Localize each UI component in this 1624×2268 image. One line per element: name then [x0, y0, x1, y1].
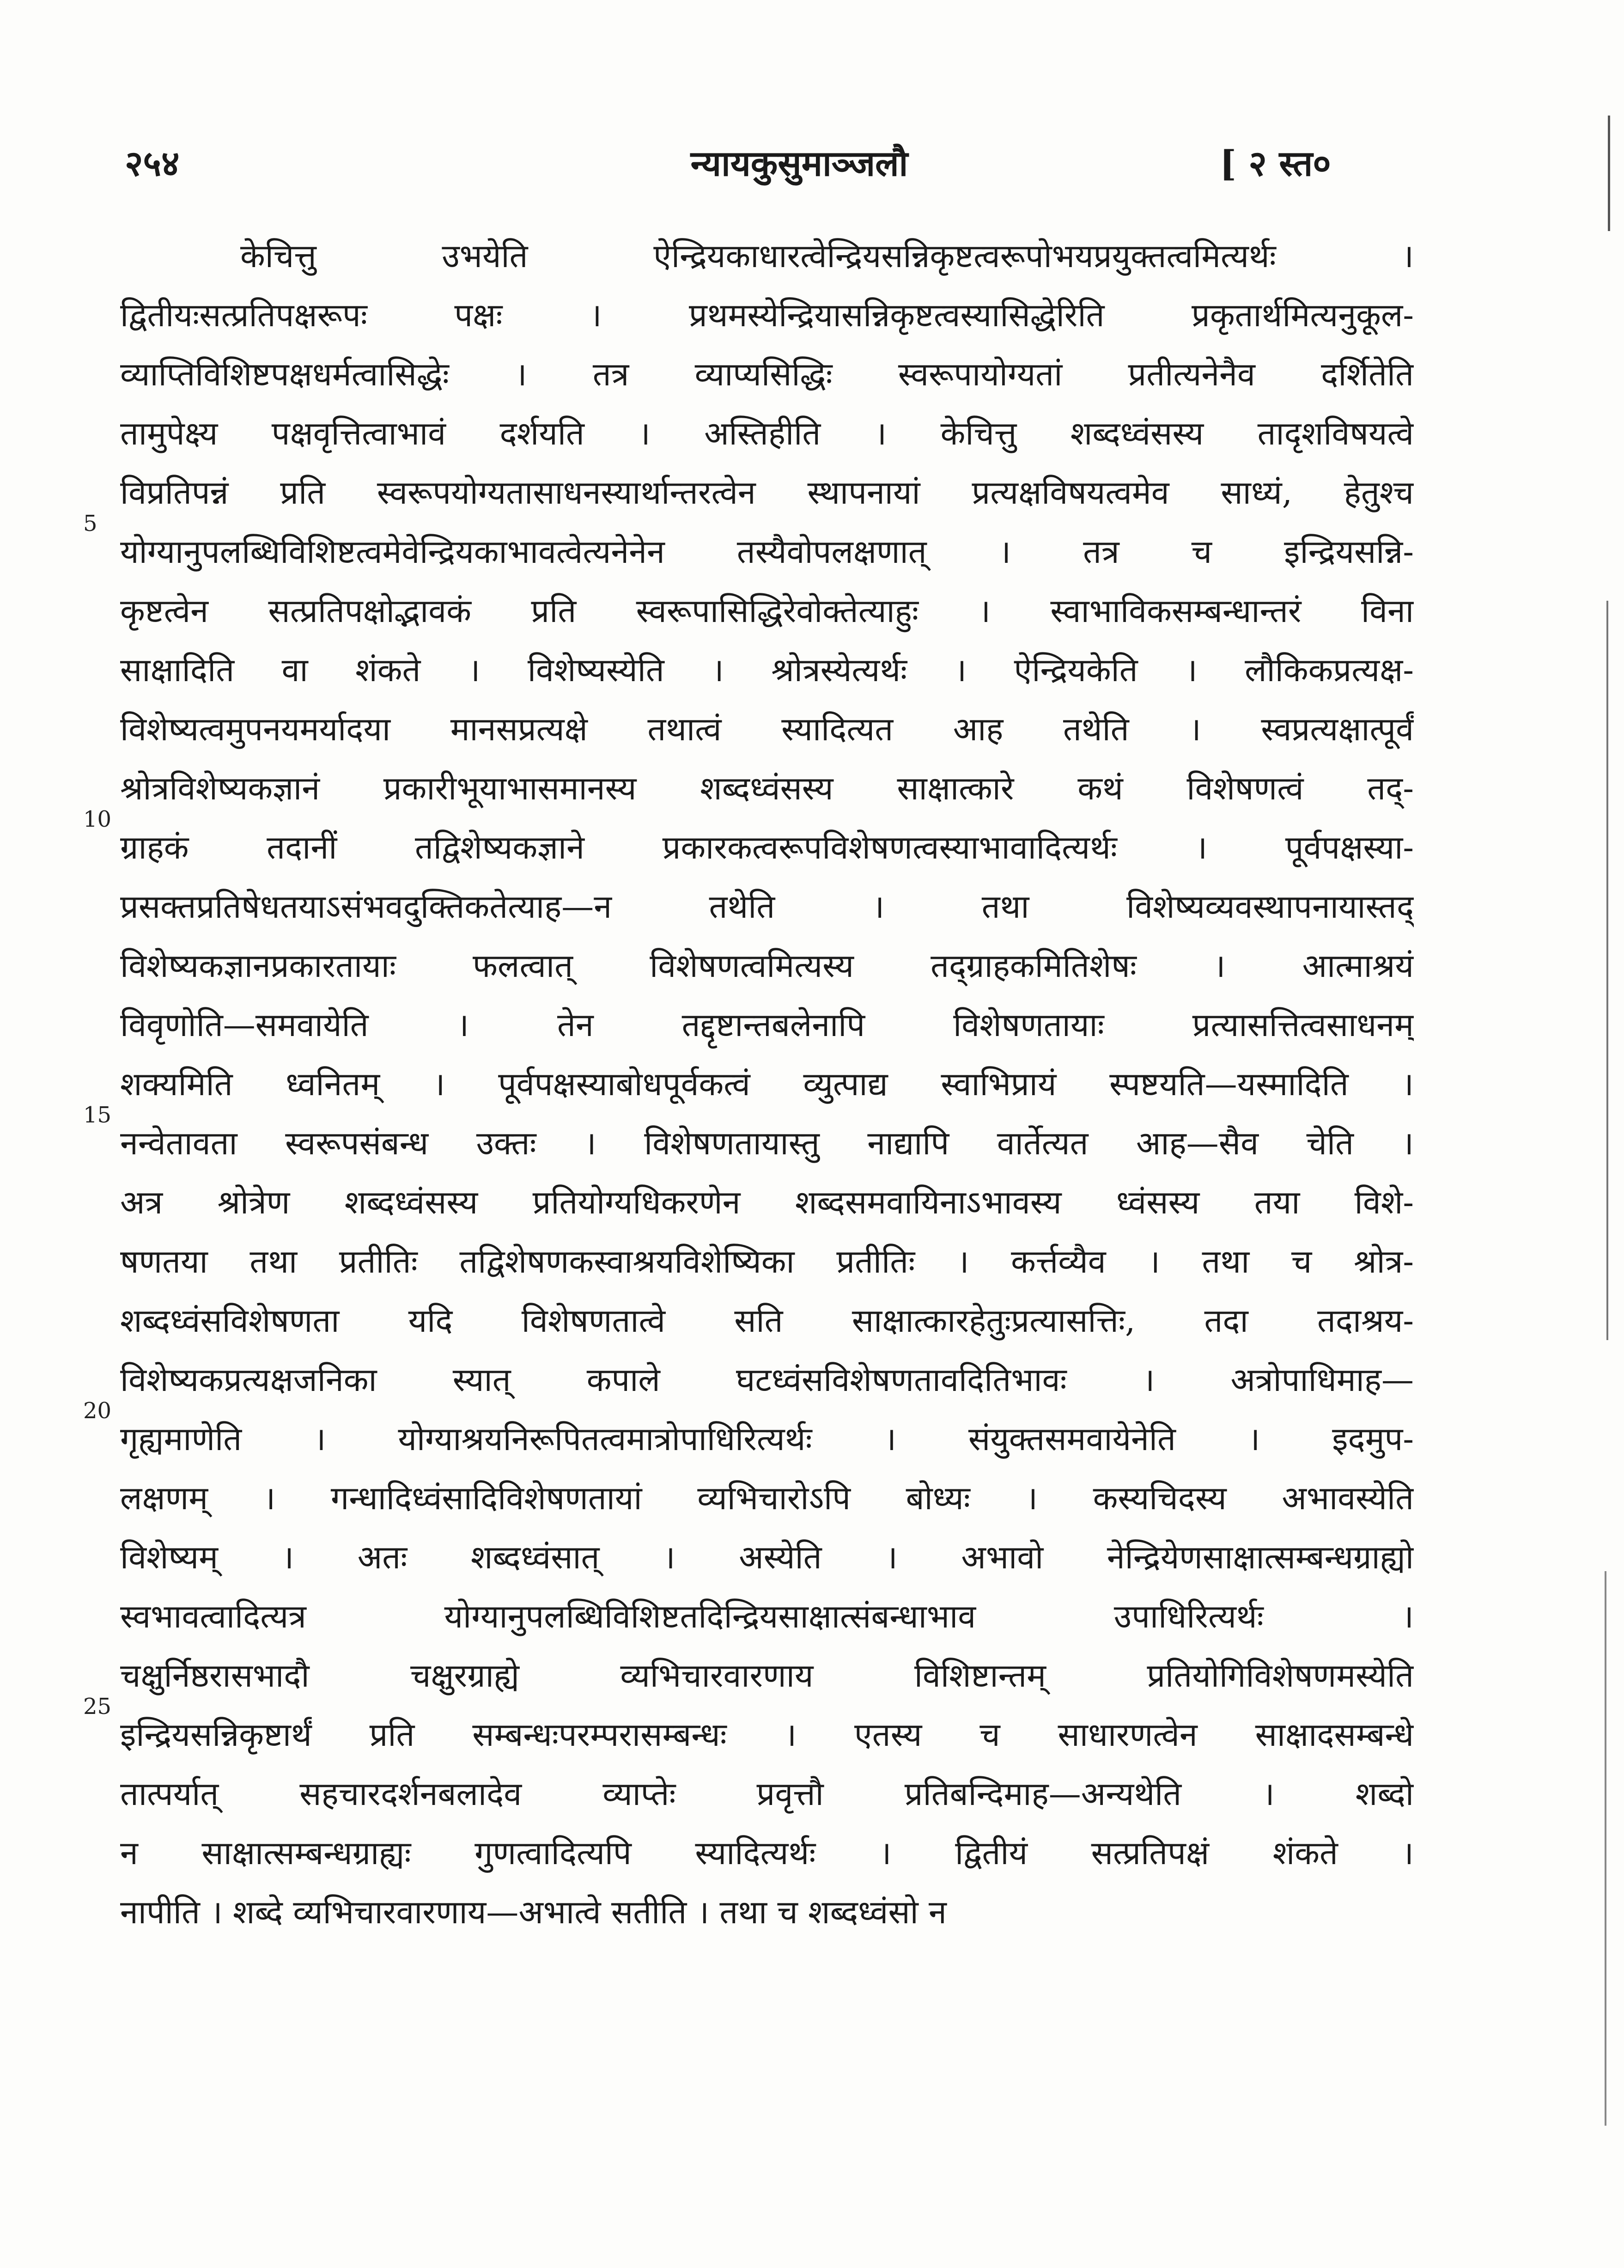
text-line: ग्राहकं तदानीं तद्विशेष्यकज्ञाने प्रकारकत्वरूपविशेषणत्वस्याभावादित्यर्थः । पूर्वपक्षस्या-	[120, 829, 1414, 866]
line-number-15: 15	[83, 1102, 112, 1128]
text-line: विशेष्यकप्रत्यक्षजनिका स्यात् कपाले घटध्वंसविशेषणतावदितिभावः । अत्रोपाधिमाह—	[120, 1361, 1414, 1399]
text-line: श्रोत्रविशेष्यकज्ञानं प्रकारीभूयाभासमानस्य शब्दध्वंसस्य साक्षात्कारे कथं विशेषणत्वं तद्-	[120, 769, 1414, 807]
text-line: तामुपेक्ष्य पक्षवृत्तित्वाभावं दर्शयति । अस्तिहीति । केचित्तु शब्दध्वंसस्य तादृशविषयत्वे	[120, 415, 1414, 452]
text-line: द्वितीयःसत्प्रतिपक्षरूपः पक्षः । प्रथमस्येन्द्रियासन्निकृष्टत्वस्यासिद्धेरिति प्रकृतार्थमित्यनुकूल-	[120, 296, 1414, 334]
binding-edge-mark	[1605, 1571, 1606, 2126]
section-marker: [ २ स्त०	[1220, 143, 1331, 184]
text-line: योग्यानुपलब्धिविशिष्टत्वमेवेन्द्रियकाभावत्वेत्यनेनेन तस्यैवोपलक्षणात् । तत्र च इन्द्रियसन्नि-	[120, 533, 1414, 571]
text-line: न साक्षात्सम्बन्धग्राह्यः गुणत्वादित्यपि स्यादित्यर्थः । द्वितीयं सत्प्रतिपक्षं शंकते ।	[120, 1834, 1414, 1872]
binding-edge-mark	[1608, 116, 1610, 231]
text-line: विशेष्यम् । अतः शब्दध्वंसात् । अस्येति । अभावो नेन्द्रियेणसाक्षात्सम्बन्धग्राह्यो	[120, 1538, 1414, 1576]
text-line: शक्यमिति ध्वनितम् । पूर्वपक्षस्याबोधपूर्वकत्वं व्युत्पाद्य स्वाभिप्रायं स्पष्टयति—यस्मादिति ।	[120, 1065, 1414, 1103]
text-line: कृष्टत्वेन सत्प्रतिपक्षोद्भावकं प्रति स्वरूपासिद्धिरेवोक्तेत्याहुः । स्वाभाविकसम्बन्धान्तरं विना	[120, 592, 1414, 630]
text-line: विवृणोति—समवायेति । तेन तद्दृष्टान्तबलेनापि विशेषणतायाः प्रत्यासत्तित्वसाधनम्	[120, 1006, 1414, 1044]
text-line: लक्षणम् । गन्धादिध्वंसादिविशेषणतायां व्यभिचारोऽपि बोध्यः । कस्यचिदस्य अभावस्येति	[120, 1479, 1414, 1517]
binding-edge-mark	[1606, 601, 1608, 1340]
text-line: व्याप्तिविशिष्टपक्षधर्मत्वासिद्धेः । तत्र व्याप्यसिद्धिः स्वरूपायोग्यतां प्रतीत्यनेनैव दर्शितेति	[120, 355, 1414, 393]
text-line: इन्द्रियसन्निकृष्टार्थं प्रति सम्बन्धःपरम्परासम्बन्धः । एतस्य च साधारणत्वेन साक्षादसम्बन्धे	[120, 1716, 1414, 1754]
text-line: स्वभावत्वादित्यत्र योग्यानुपलब्धिविशिष्टतदिन्द्रियसाक्षात्संबन्धाभाव उपाधिरित्यर्थः ।	[120, 1597, 1414, 1635]
text-line: चक्षुर्निष्ठरासभादौ चक्षुरग्राह्ये व्यभिचारवारणाय विशिष्टान्तम् प्रतियोगिविशेषणमस्येति	[120, 1657, 1414, 1695]
text-line: गृह्यमाणेति । योग्याश्रयनिरूपितत्वमात्रोपाधिरित्यर्थः । संयुक्तसमवायेनेति । इदमुप-	[120, 1420, 1414, 1458]
text-line: साक्षादिति वा शंकते । विशेष्यस्येति । श्रोत्रस्येत्यर्थः । ऐन्द्रियकेति । लौकिकप्रत्यक्ष-	[120, 651, 1414, 689]
text-line: नापीति । शब्दे व्यभिचारवारणाय—अभात्वे सतीति । तथा च शब्दध्वंसो न	[120, 1893, 947, 1931]
text-line: षणतया तथा प्रतीतिः तद्विशेषणकस्वाश्रयविशेष्यिका प्रतीतिः । कर्त्तव्यैव । तथा च श्रोत्र-	[120, 1243, 1414, 1280]
running-title: न्यायकुसुमाञ्जलौ	[690, 143, 908, 184]
line-number-10: 10	[83, 806, 112, 832]
commentary-body	[120, 226, 1414, 1942]
line-number-25: 25	[83, 1694, 112, 1719]
page-number: २५४	[125, 143, 180, 184]
text-line: शब्दध्वंसविशेषणता यदि विशेषणतात्वे सति साक्षात्कारहेतुःप्रत्यासत्तिः, तदा तदाश्रय-	[120, 1302, 1414, 1340]
line-number-20: 20	[83, 1398, 112, 1424]
text-line: विशेष्यकज्ञानप्रकारतायाः फलत्वात् विशेषणत्वमित्यस्य तद्ग्राहकमितिशेषः । आत्माश्रयं	[120, 947, 1414, 985]
page-header	[0, 139, 1624, 194]
text-line: नन्वेतावता स्वरूपसंबन्ध उक्तः । विशेषणतायास्तु नाद्यापि वार्तेत्यत आह—सैव चेति ।	[120, 1124, 1414, 1162]
line-number-5: 5	[83, 511, 97, 537]
text-line: केचित्तु उभयेति ऐन्द्रियकाधारत्वेन्द्रियसन्निकृष्टत्वरूपोभयप्रयुक्तत्वमित्यर्थः ।	[240, 237, 1414, 275]
text-line: अत्र श्रोत्रेण शब्दध्वंसस्य प्रतियोग्यधिकरणेन शब्दसमवायिनाऽभावस्य ध्वंसस्य तया विशे-	[120, 1183, 1414, 1221]
text-line: प्रसक्तप्रतिषेधतयाऽसंभवदुक्तिकतेत्याह—न तथेति । तथा विशेष्यव्यवस्थापनायास्तद्	[120, 888, 1414, 926]
text-line: विप्रतिपन्नं प्रति स्वरूपयोग्यतासाधनस्यार्थान्तरत्वेन स्थापनायां प्रत्यक्षविषयत्वमेव साध्यं, हेतुश्च	[120, 474, 1414, 512]
text-line: तात्पर्यात् सहचारदर्शनबलादेव व्याप्तेः प्रवृत्तौ प्रतिबन्दिमाह—अन्यथेति । शब्दो	[120, 1775, 1414, 1813]
text-line: विशेष्यत्वमुपनयमर्यादया मानसप्रत्यक्षे तथात्वं स्यादित्यत आह तथेति । स्वप्रत्यक्षात्पूर्वं	[120, 710, 1414, 748]
